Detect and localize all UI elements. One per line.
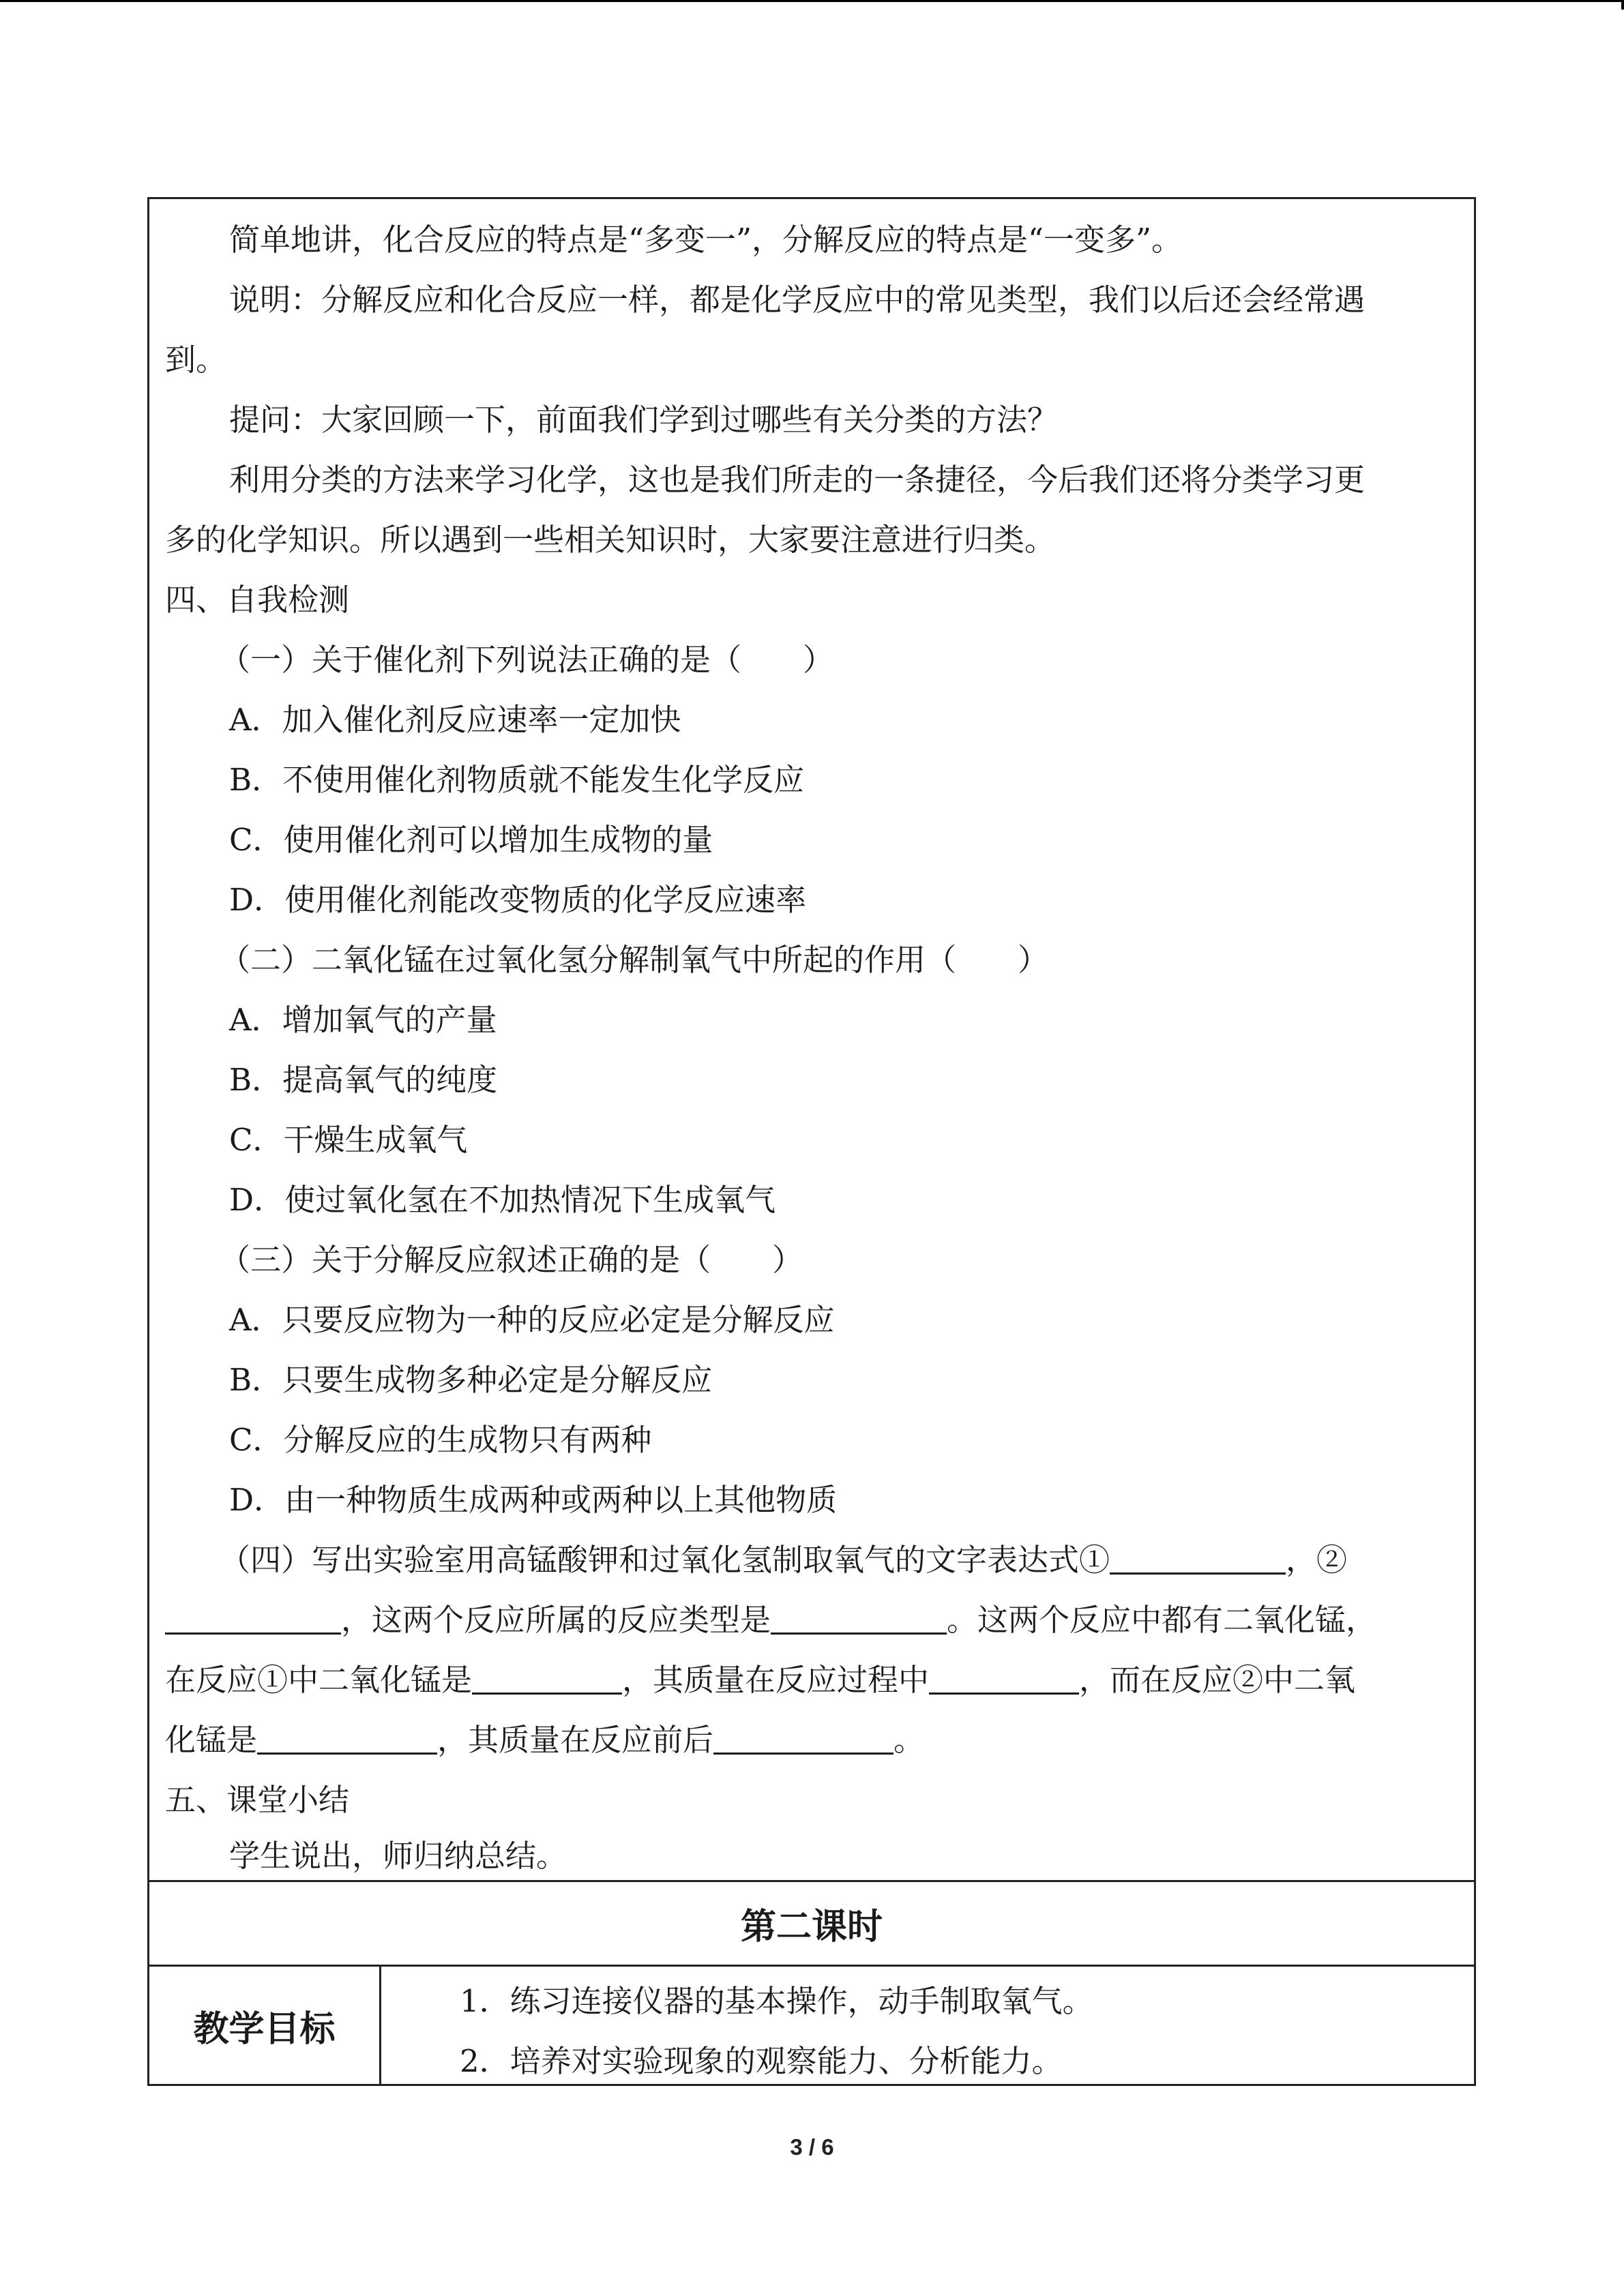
- answer-blank[interactable]: [929, 1660, 1079, 1695]
- content-cell: [149, 199, 1474, 1880]
- question-stem: （一）关于催化剂下列说法正确的是（ ）: [220, 642, 834, 678]
- text-segment: 。: [894, 1722, 925, 1758]
- text-segment: 。这两个反应中都有二氧化锰，: [947, 1602, 1377, 1638]
- text-line: 学生说出，师归纳总结。: [229, 1838, 567, 1874]
- answer-option: D．使过氧化氢在不加热情况下生成氧气: [229, 1182, 776, 1218]
- answer-option: C．使用催化剂可以增加生成物的量: [229, 822, 713, 858]
- text-segment: ，这两个反应所属的反应类型是: [341, 1602, 771, 1638]
- goal-item: 2．培养对实验现象的观察能力、分析能力。: [460, 2043, 1063, 2079]
- text-segment: ，其质量在反应前后: [437, 1722, 714, 1758]
- answer-option: C．干燥生成氧气: [229, 1122, 468, 1158]
- answer-option: B．提高氧气的纯度: [229, 1062, 498, 1098]
- answer-blank[interactable]: [771, 1600, 947, 1635]
- section-heading: 四、自我检测: [165, 582, 350, 618]
- page-number: 3 / 6: [790, 2134, 834, 2160]
- lesson-title: 第二课时: [740, 1906, 883, 1948]
- top-right-mark: [1621, 0, 1624, 10]
- answer-blank[interactable]: [1110, 1540, 1286, 1575]
- answer-blank[interactable]: [472, 1660, 622, 1695]
- text-line: 提问：大家回顾一下，前面我们学到过哪些有关分类的方法？: [229, 402, 1059, 438]
- answer-blank[interactable]: [713, 1720, 894, 1755]
- fill-in-question: [165, 1660, 1461, 1701]
- answer-option: B．不使用催化剂物质就不能发生化学反应: [229, 762, 805, 798]
- text-segment: ，其质量在反应过程中: [622, 1662, 930, 1698]
- answer-option: D．使用催化剂能改变物质的化学反应速率: [229, 882, 807, 918]
- answer-option: B．只要生成物多种必定是分解反应: [229, 1362, 713, 1398]
- section-heading: 五、课堂小结: [165, 1782, 350, 1818]
- answer-option: A．只要反应物为一种的反应必定是分解反应: [229, 1302, 835, 1338]
- lesson-title-cell: [149, 1882, 1474, 1965]
- text-segment: 化锰是: [165, 1722, 258, 1758]
- text-segment: 在反应①中二氧化锰是: [165, 1662, 473, 1698]
- text-segment: （四）写出实验室用高锰酸钾和过氧化氢制取氧气的文字表达式①: [220, 1542, 1110, 1578]
- top-border-line: [0, 0, 1624, 2]
- text-segment: ，而在反应②中二氧: [1079, 1662, 1356, 1698]
- fill-in-question: [220, 1540, 1516, 1581]
- text-segment: ，②: [1286, 1542, 1348, 1578]
- answer-option: D．由一种物质生成两种或两种以上其他物质: [229, 1482, 838, 1518]
- goal-item: 1．练习连接仪器的基本操作，动手制取氧气。: [460, 1983, 1093, 2019]
- text-line: 到。: [165, 342, 227, 378]
- answer-blank[interactable]: [165, 1600, 341, 1635]
- text-line: 说明：分解反应和化合反应一样，都是化学反应中的常见类型，我们以后还会经常遇: [229, 282, 1365, 318]
- column-divider: [379, 1967, 381, 2084]
- answer-option: A．加入催化剂反应速率一定加快: [229, 702, 681, 738]
- question-stem: （三）关于分解反应叙述正确的是（ ）: [220, 1242, 803, 1278]
- text-line: 简单地讲，化合反应的特点是“多变一”，分解反应的特点是“一变多”。: [229, 222, 1183, 258]
- question-stem: （二）二氧化锰在过氧化氢分解制氧气中所起的作用（ ）: [220, 942, 1049, 978]
- fill-in-question: [165, 1600, 1461, 1641]
- goals-label: 教学目标: [193, 2008, 336, 2050]
- text-line: 多的化学知识。所以遇到一些相关知识时，大家要注意进行归类。: [165, 522, 1056, 558]
- answer-option: C．分解反应的生成物只有两种: [229, 1422, 652, 1458]
- goals-label-cell: [149, 1967, 379, 2084]
- text-line: 利用分类的方法来学习化学，这也是我们所走的一条捷径，今后我们还将分类学习更: [229, 462, 1365, 498]
- answer-option: A．增加氧气的产量: [229, 1002, 497, 1038]
- fill-in-question: [165, 1720, 1461, 1761]
- lesson-table: [147, 197, 1476, 2086]
- answer-blank[interactable]: [257, 1720, 437, 1755]
